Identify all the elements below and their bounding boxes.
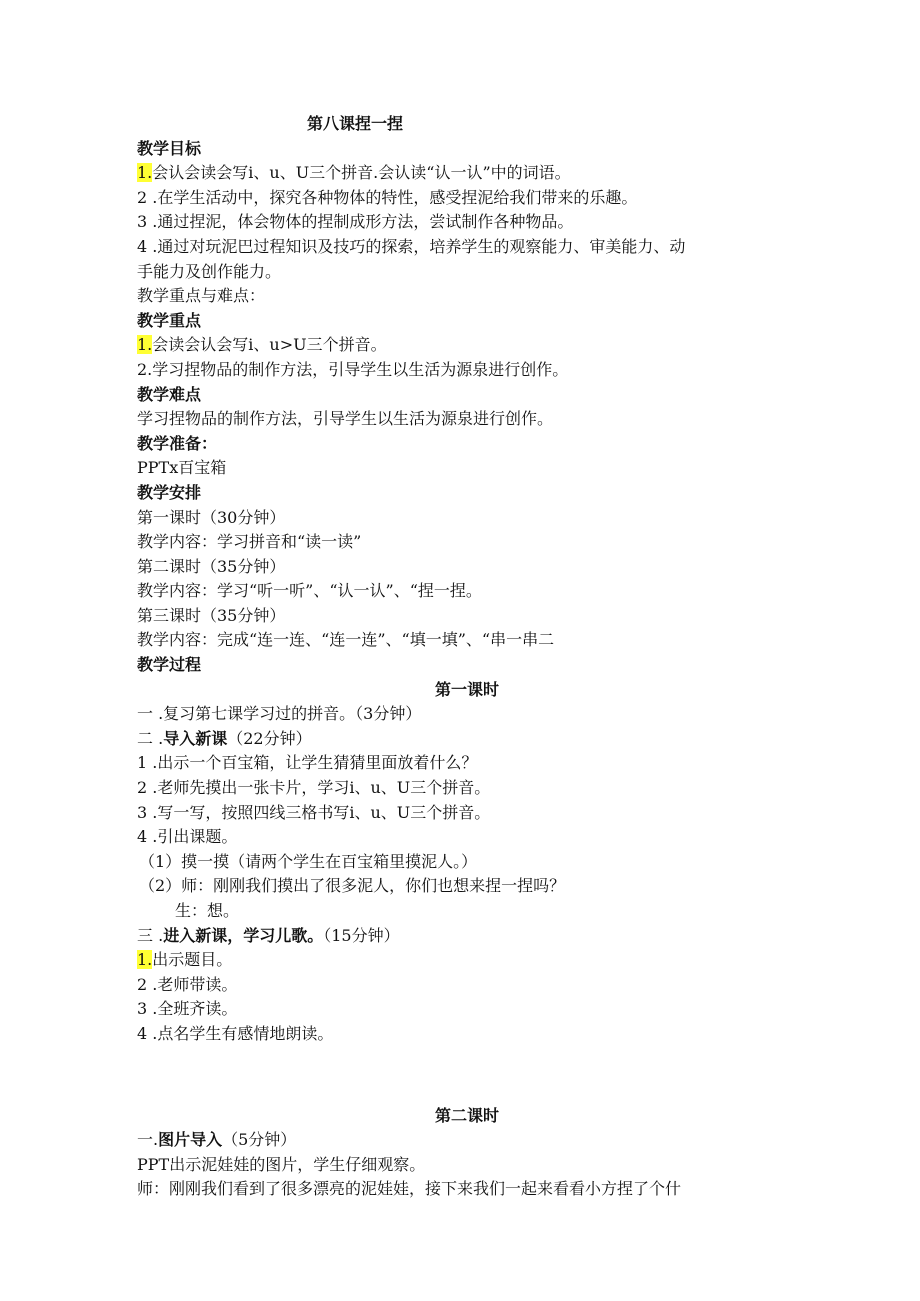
goal-item-3: 3 .通过捏泥，体会物体的捏制成形方法，尝试制作各种物品。 [137, 212, 574, 232]
lesson1-title: 第一课时 [434, 679, 499, 699]
difficulty-text: 学习捏物品的制作方法，引导学生以生活为源泉进行创作。 [137, 409, 554, 429]
process-heading: 教学过程 [137, 655, 202, 675]
document-page [137, 112, 797, 1202]
section-spacer [137, 1047, 797, 1104]
lesson1-step-2-sub-2: （2）师：刚刚我们摸出了很多泥人，你们也想来捏一捏吗？ [139, 876, 566, 896]
lesson1-step-3-item-4: 4 .点名学生有感情地朗读。 [137, 1023, 334, 1043]
difficulty-heading: 教学难点 [137, 384, 202, 404]
schedule-content-1: 教学内容：学习拼音和“读一读” [137, 532, 362, 552]
preparation-text: PPTx百宝箱 [137, 458, 227, 478]
schedule-content-2: 教学内容：学习“听一听”、“认一认”、“捏一捏。 [137, 581, 482, 601]
goal-item-1: 1.会认会读会写i、u、U三个拼音.会认读“认一认”中的词语。 [137, 163, 571, 183]
lesson1-step-2-sub-1: （1）摸一摸（请两个学生在百宝箱里摸泥人。） [139, 851, 478, 871]
goal-item-4-cont: 手能力及创作能力。 [137, 261, 282, 281]
preparation-heading: 教学准备： [137, 433, 218, 453]
lesson1-step-2-sub-3: 生：想。 [175, 901, 240, 920]
goal-item-2: 2 .在学生活动中，探究各种物体的特性，感受捏泥给我们带来的乐趣。 [137, 187, 638, 207]
key-point-item-1: 1.会读会认会写i、u>U三个拼音。 [137, 335, 387, 355]
lesson-title: 第八课捏一捏 [307, 114, 404, 133]
lesson1-step-1: 一 .复习第七课学习过的拼音。（3分钟） [137, 704, 422, 724]
highlight-marker: 1. [137, 950, 153, 970]
schedule-heading: 教学安排 [137, 482, 202, 502]
lesson1-step-3-item-1: 1.出示题目。 [137, 950, 233, 970]
lesson1-step-2: 二 .导入新课（22分钟） [137, 728, 312, 748]
lesson1-step-3-item-3: 3 .全班齐读。 [137, 999, 238, 1019]
highlight-marker: 1. [137, 163, 153, 183]
key-points-intro: 教学重点与难点： [137, 286, 266, 306]
goals-heading: 教学目标 [137, 138, 202, 158]
schedule-period-2: 第二课时（35分钟） [137, 556, 286, 576]
lesson1-step-2-item-4: 4 .引出课题。 [137, 827, 238, 847]
lesson1-step-2-item-3: 3 .写一写，按照四线三格书写i、u、U三个拼音。 [137, 802, 491, 822]
schedule-content-3: 教学内容：完成“连一连、“连一连”、“填一填”、“串一串二 [137, 630, 555, 650]
schedule-period-1: 第一课时（30分钟） [137, 507, 286, 527]
schedule-period-3: 第三课时（35分钟） [137, 605, 286, 625]
goal-item-4: 4 .通过对玩泥巴过程知识及技巧的探索，培养学生的观察能力、审美能力、动 [137, 236, 686, 256]
lesson2-step-1-text-2: 师：刚刚我们看到了很多漂亮的泥娃娃，接下来我们一起来看看小方捏了个什 [137, 1179, 682, 1199]
lesson1-step-2-item-2: 2 .老师先摸出一张卡片，学习i、u、U三个拼音。 [137, 778, 491, 798]
key-point-item-2: 2.学习捏物品的制作方法，引导学生以生活为源泉进行创作。 [137, 359, 569, 379]
highlight-marker: 1. [137, 335, 153, 355]
lesson2-title: 第二课时 [434, 1105, 499, 1125]
lesson2-step-1: 一.图片导入（5分钟） [137, 1130, 297, 1150]
lesson1-step-2-item-1: 1 .出示一个百宝箱，让学生猜猜里面放着什么？ [137, 753, 478, 773]
key-points-heading: 教学重点 [137, 310, 202, 330]
lesson1-step-3-item-2: 2 .老师带读。 [137, 974, 238, 994]
lesson1-step-3: 三 .进入新课，学习儿歌。（15分钟） [137, 925, 400, 945]
lesson2-step-1-text-1: PPT出示泥娃娃的图片，学生仔细观察。 [137, 1154, 426, 1174]
